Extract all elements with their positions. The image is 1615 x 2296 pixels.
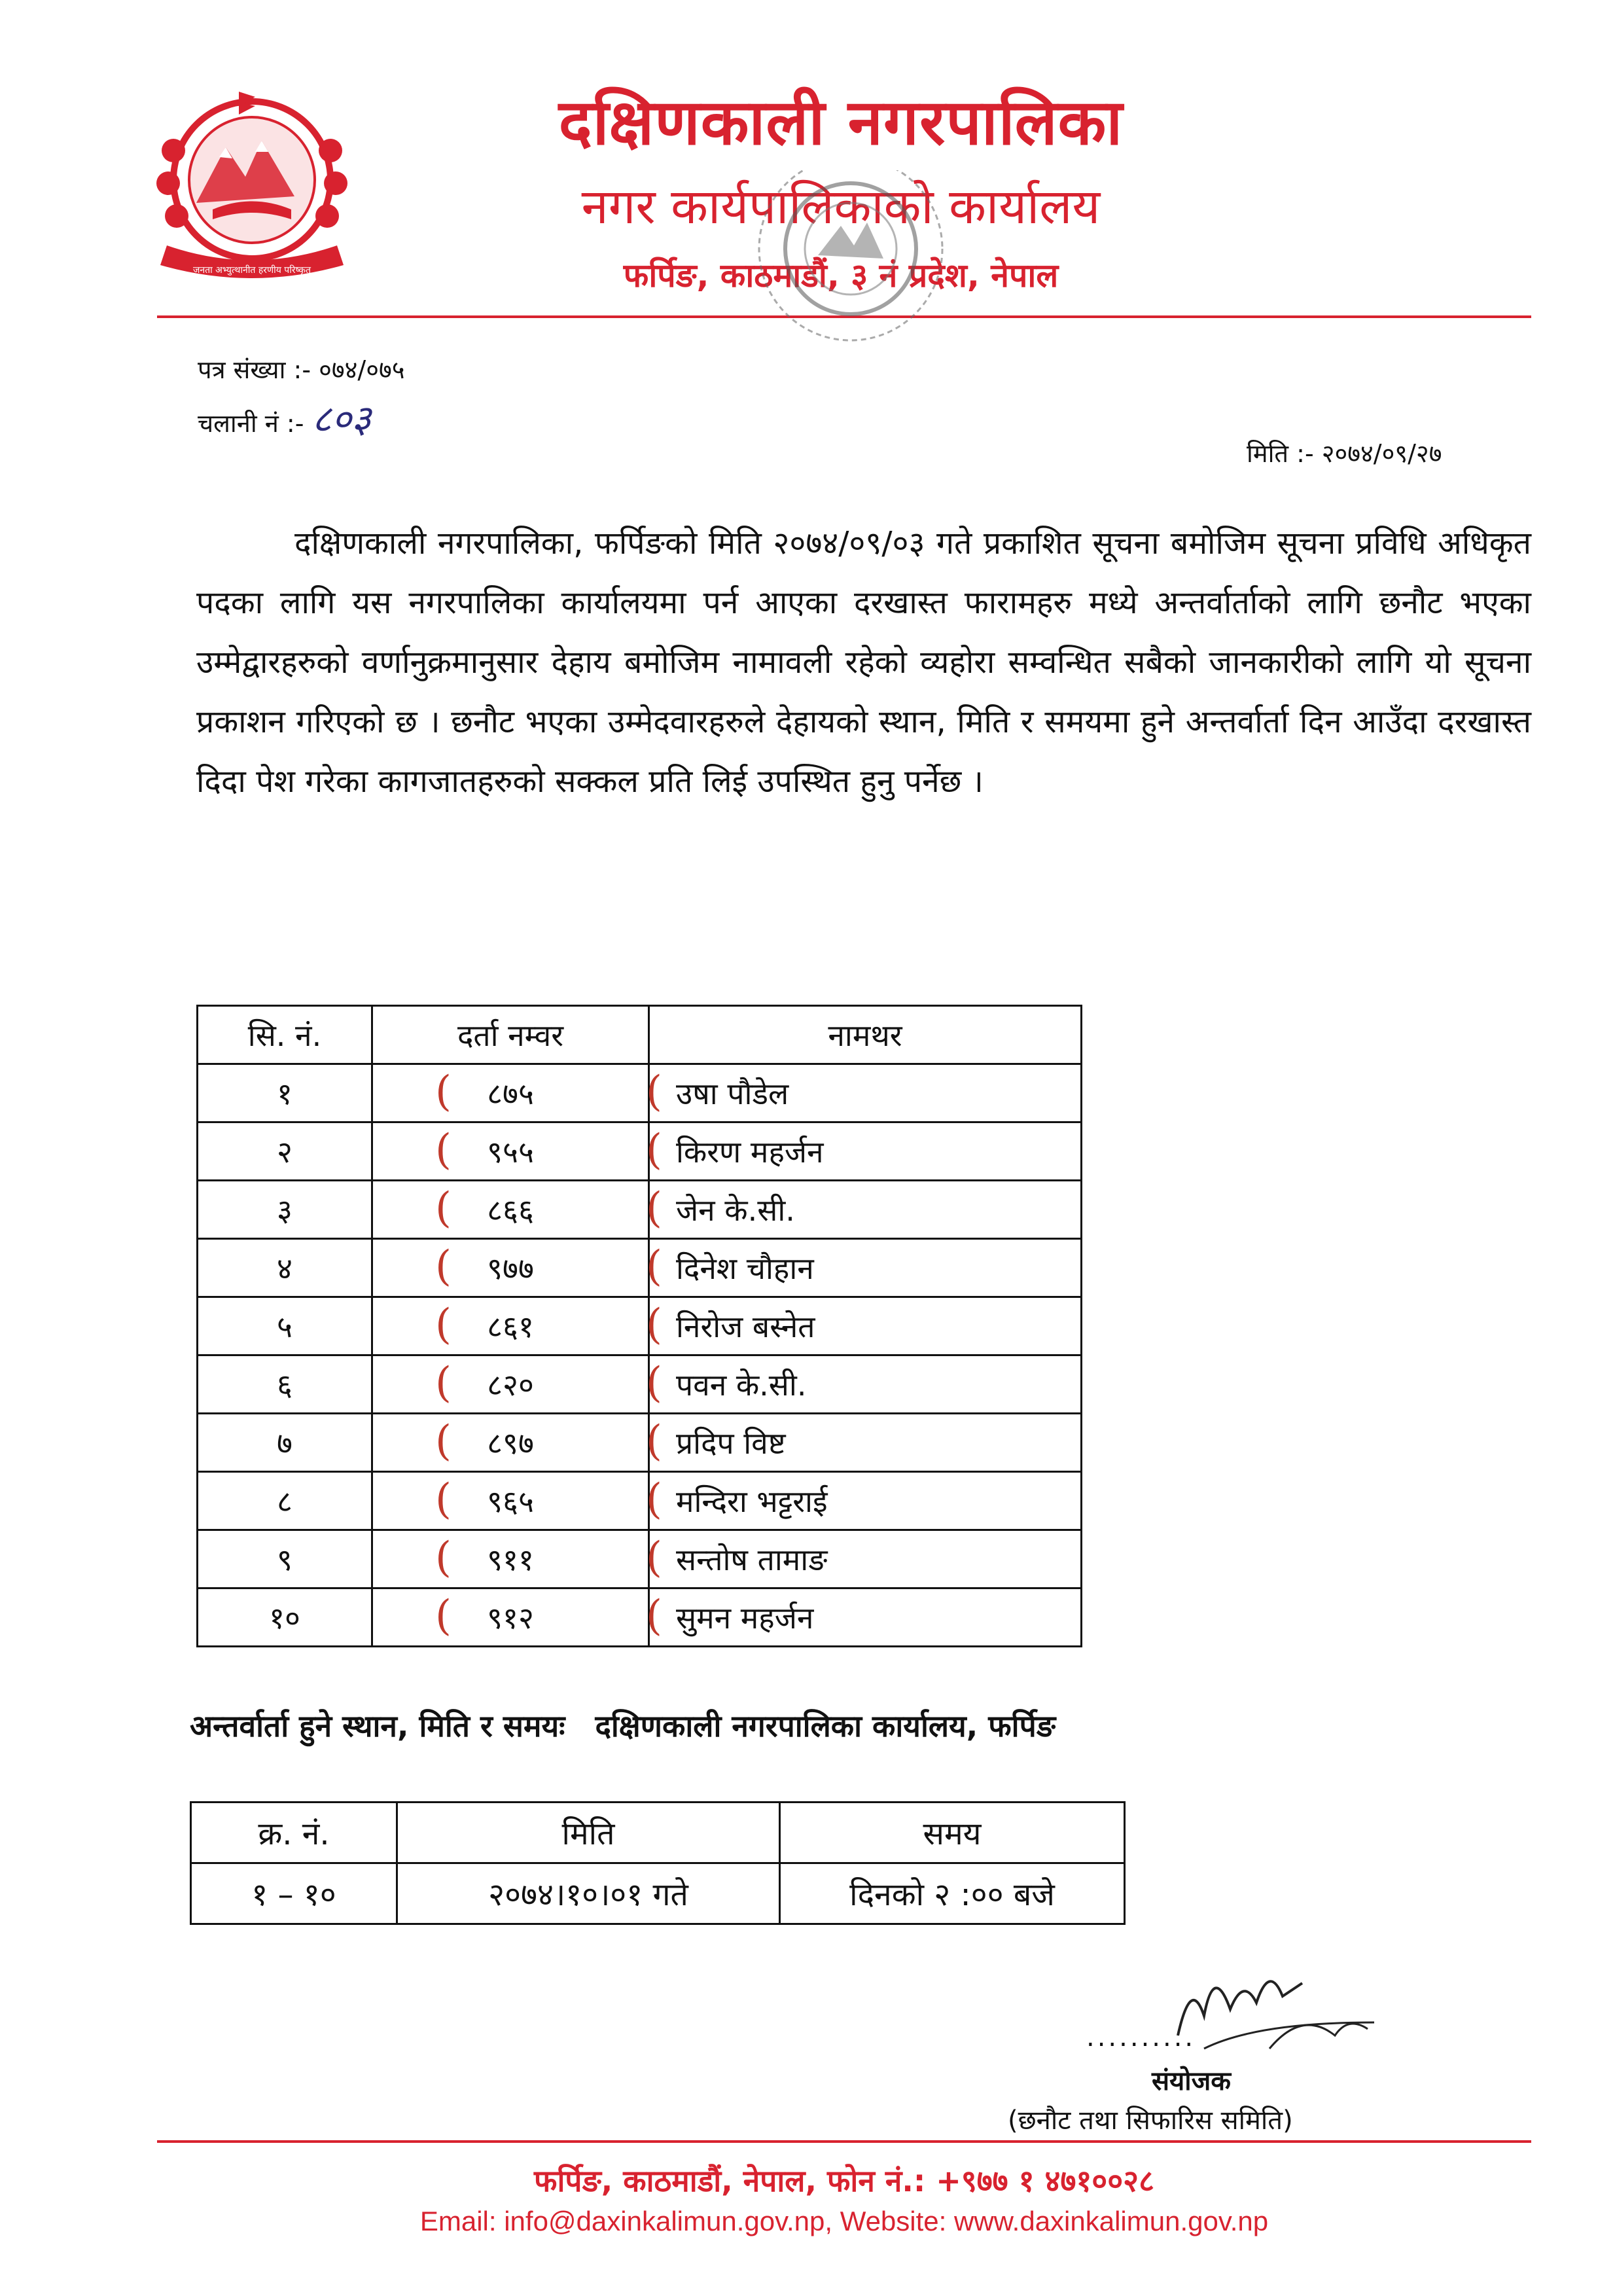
table-row	[198, 1297, 1082, 1355]
serial-number: २	[198, 1122, 372, 1181]
check-mark-icon: (	[435, 1359, 452, 1407]
emblem-caption: जनता अभ्युत्थानीत हरणीय परिष्कृत	[192, 265, 311, 276]
office-address: फर्पिङ, काठमाडौं, ३ नं प्रदेश, नेपाल	[623, 257, 1059, 295]
candidate-name: किरण महर्जन	[676, 1134, 824, 1170]
check-mark-icon: (	[435, 1067, 452, 1116]
official-stamp	[707, 170, 995, 458]
check-mark-icon: (	[435, 1534, 452, 1582]
dispatch-number-value: ८०३	[311, 397, 372, 441]
name-cell	[646, 1414, 1082, 1472]
registration-cell	[372, 1181, 649, 1239]
candidate-name: सन्तोष तामाङ	[676, 1542, 828, 1577]
schedule-table	[190, 1801, 1126, 1925]
candidates-table	[196, 1005, 1082, 1647]
check-mark-icon: (	[646, 1359, 662, 1407]
registration-number: ९११	[487, 1542, 534, 1577]
table-row	[198, 1530, 1082, 1588]
dispatch-number-label: चलानी नं :-	[198, 409, 304, 438]
table-row	[198, 1239, 1082, 1297]
candidate-name: जेन के.सी.	[676, 1193, 795, 1228]
check-mark-icon: (	[435, 1126, 452, 1174]
candidate-name: दिनेश चौहान	[676, 1251, 814, 1286]
header-range: क्र. नं.	[191, 1803, 397, 1863]
registration-cell	[372, 1414, 649, 1472]
check-mark-icon: (	[646, 1475, 662, 1524]
check-mark-icon: (	[435, 1242, 452, 1291]
serial-number: ६	[198, 1355, 372, 1414]
check-mark-icon: (	[435, 1592, 452, 1640]
footer-contact: Email: info@daxinkalimun.gov.np, Website: www.daxinkalimun.gov.np	[419, 2206, 1269, 2236]
serial-number: ९	[198, 1530, 372, 1588]
table-header-row	[198, 1006, 1082, 1064]
candidate-name: सुमन महर्जन	[676, 1600, 814, 1636]
header-registration: दर्ता नम्वर	[372, 1006, 649, 1064]
registration-number: ९७७	[487, 1251, 534, 1286]
name-cell	[646, 1355, 1082, 1414]
date-label: मिति :-	[1247, 439, 1314, 468]
table-row	[198, 1588, 1082, 1647]
check-mark-icon: (	[646, 1300, 662, 1349]
header-date: मिति	[397, 1803, 780, 1863]
name-cell	[646, 1064, 1082, 1122]
check-mark-icon: (	[646, 1067, 662, 1116]
candidate-name: प्रदिप विष्ट	[676, 1426, 786, 1461]
check-mark-icon: (	[646, 1184, 662, 1232]
name-cell	[646, 1588, 1082, 1647]
signature-dots: ..........	[1086, 2022, 1196, 2053]
registration-cell	[372, 1355, 649, 1414]
letter-date	[1247, 436, 1442, 470]
registration-cell	[372, 1588, 649, 1647]
candidate-name: उषा पौडेल	[676, 1076, 789, 1111]
registration-number: ९५५	[487, 1134, 534, 1170]
serial-number: ५	[198, 1297, 372, 1355]
check-mark-icon: (	[646, 1592, 662, 1640]
name-cell	[646, 1181, 1082, 1239]
check-mark-icon: (	[435, 1417, 452, 1465]
office-subtitle: नगर कार्यपालिकाको कार्यालय	[581, 179, 1101, 235]
name-cell	[646, 1239, 1082, 1297]
dispatch-number	[198, 391, 371, 443]
check-mark-icon: (	[435, 1300, 452, 1349]
serial-number: १	[198, 1064, 372, 1122]
footer-divider	[157, 2140, 1531, 2143]
schedule-row	[191, 1863, 1125, 1924]
name-cell	[646, 1530, 1082, 1588]
committee-name: (छनौट तथा सिफारिस समिति)	[1008, 2106, 1293, 2136]
table-row	[198, 1414, 1082, 1472]
notice-body: दक्षिणकाली नगरपालिका, फर्पिङको मिति २०७४/०९/०३ गते प्रकाशित सूचना बमोजिम सूचना प्रविधि अधिकृत पदका लागि यस नगरपालिका कार्यालयमा पर्न आएका दरखास्त फारामहरु मध्ये अन्तर्वार्ताको लागि छनौट भएका उम्मेद्वारहरुको वर्णानुक्रमानुसार देहाय बमोजिम नामावली रहेको व्यहोरा सम्वन्धित सबैको जानकारीको लागि यो सूचना प्रकाशन गरिएको छ । छनौट भएका उम्मेदवारहरुले देहायको स्थान, मिति र समयमा हुने अन्तर्वार्ता दिन आउँदा दरखास्त दिदा पेश गरेका कागजातहरुको सक्कल प्रति लिई उपस्थित हुनु पर्नेछ ।	[196, 525, 1531, 800]
government-emblem	[141, 79, 363, 295]
table-row	[198, 1472, 1082, 1530]
check-mark-icon: (	[646, 1534, 662, 1582]
name-cell	[646, 1122, 1082, 1181]
check-mark-icon: (	[646, 1242, 662, 1291]
registration-number: ८६६	[487, 1193, 534, 1228]
name-cell	[646, 1297, 1082, 1355]
check-mark-icon: (	[646, 1126, 662, 1174]
candidate-name: मन्दिरा भट्टराई	[676, 1484, 828, 1519]
serial-number: ७	[198, 1414, 372, 1472]
registration-cell	[372, 1239, 649, 1297]
check-mark-icon: (	[435, 1184, 452, 1232]
header-time: समय	[780, 1803, 1125, 1863]
table-row	[198, 1122, 1082, 1181]
table-row	[198, 1181, 1082, 1239]
registration-number: ८६१	[487, 1309, 534, 1344]
letter-number-label: पत्र संख्या :-	[198, 355, 311, 384]
letter-number-value: ०७४/०७५	[319, 355, 405, 384]
candidate-name: पवन के.सी.	[676, 1367, 807, 1403]
header-serial: सि. नं.	[198, 1006, 372, 1064]
candidate-name: निरोज बस्नेत	[676, 1309, 815, 1344]
check-mark-icon: (	[646, 1417, 662, 1465]
serial-number: ८	[198, 1472, 372, 1530]
schedule-time: दिनको २ :०० बजे	[780, 1863, 1125, 1924]
venue-value: दक्षिणकाली नगरपालिका कार्यालय, फर्पिङ	[595, 1708, 1056, 1744]
venue-label: अन्तर्वार्ता हुने स्थान, मिति र समयः	[190, 1708, 565, 1744]
date-value: २०७४/०९/२७	[1321, 439, 1442, 468]
header-name: नामथर	[649, 1006, 1082, 1064]
signatory-title: संयोजक	[1152, 2066, 1231, 2096]
municipality-title: दक्षिणकाली नगरपालिका	[558, 86, 1124, 159]
table-row	[198, 1355, 1082, 1414]
interview-venue	[190, 1705, 1056, 1746]
serial-number: ४	[198, 1239, 372, 1297]
registration-cell	[372, 1122, 649, 1181]
registration-cell	[372, 1472, 649, 1530]
schedule-header-row	[191, 1803, 1125, 1863]
check-mark-icon: (	[435, 1475, 452, 1524]
registration-number: ८९७	[487, 1426, 534, 1461]
registration-cell	[372, 1064, 649, 1122]
serial-number: ३	[198, 1181, 372, 1239]
registration-number: ९१२	[487, 1600, 534, 1636]
schedule-range: १ – १०	[191, 1863, 397, 1924]
registration-number: ८२०	[487, 1367, 534, 1403]
registration-cell	[372, 1297, 649, 1355]
name-cell	[646, 1472, 1082, 1530]
registration-number: ८७५	[487, 1076, 534, 1111]
registration-number: ९६५	[487, 1484, 534, 1519]
schedule-date: २०७४।१०।०१ गते	[397, 1863, 780, 1924]
serial-number: १०	[198, 1588, 372, 1647]
letter-number	[198, 352, 405, 386]
footer-address: फर्पिङ, काठमाडौं, नेपाल, फोन नं.: +९७७ १ ४७१००२८	[534, 2163, 1154, 2198]
registration-cell	[372, 1530, 649, 1588]
table-row	[198, 1064, 1082, 1122]
